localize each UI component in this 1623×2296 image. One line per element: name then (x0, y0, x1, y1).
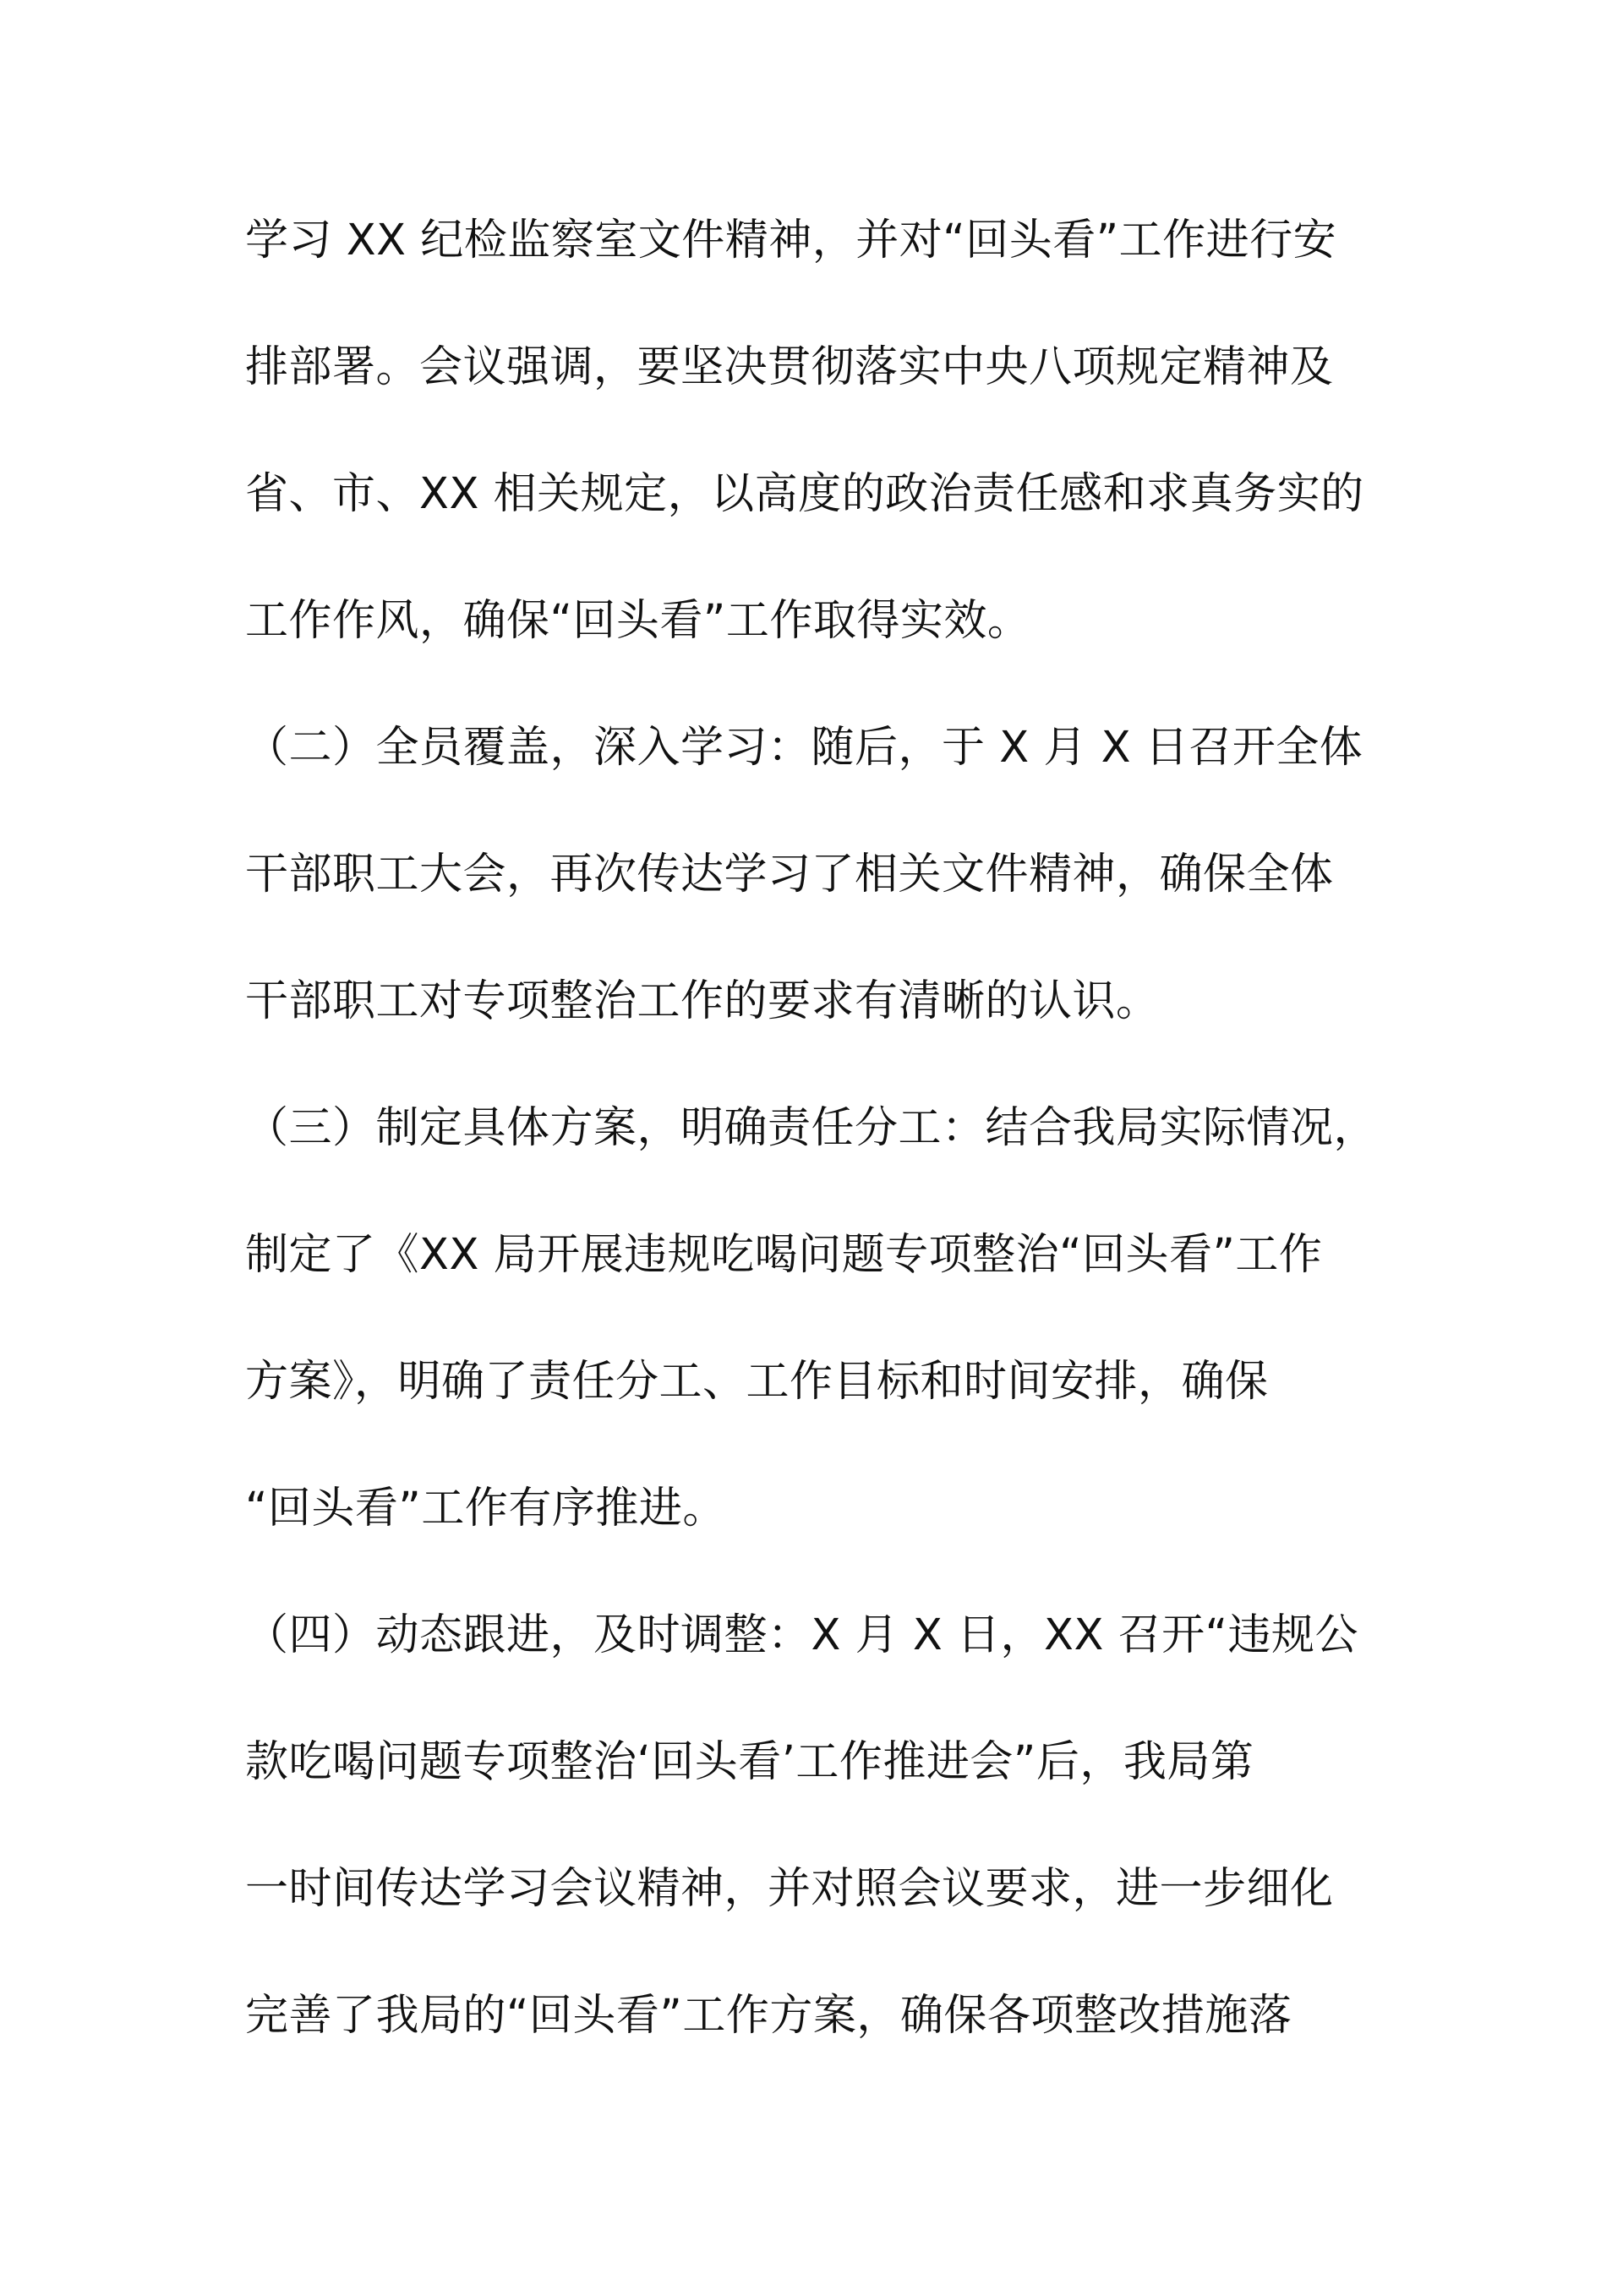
text-line: （三）制定具体方案，明确责任分工：结合我局实际情况， (245, 1103, 1378, 1153)
text-line: 学习 XX 纪检监察室文件精神，并对“回头看”工作进行安 (245, 216, 1337, 265)
text-line: 工作作风，确保“回头看”工作取得实效。 (245, 596, 1031, 646)
text-line: 省、市、XX 相关规定，以高度的政治责任感和求真务实的 (245, 469, 1364, 519)
text-line: 款吃喝问题专项整治‘回头看’工作推进会”后，我局第 (245, 1737, 1254, 1787)
text-line: （二）全员覆盖，深入学习：随后，于 X 月 X 日召开全体 (245, 723, 1363, 773)
text-line: 排部署。会议强调，要坚决贯彻落实中央八项规定精神及 (245, 342, 1334, 392)
text-line: 一时间传达学习会议精神，并对照会议要求，进一步细化 (245, 1864, 1334, 1914)
text-line: 方案》，明确了责任分工、工作目标和时间安排，确保 (245, 1357, 1269, 1407)
text-line: 制定了《XX 局开展违规吃喝问题专项整治“回头看”工作 (245, 1230, 1323, 1280)
text-line: 干部职工大会，再次传达学习了相关文件精神，确保全体 (245, 850, 1334, 899)
body-text (245, 216, 1412, 2118)
text-line: 完善了我局的“回头看”工作方案，确保各项整改措施落 (245, 1991, 1292, 2041)
text-line: （四）动态跟进，及时调整：X 月 X 日，XX 召开“违规公 (245, 1610, 1359, 1660)
text-line: “回头看”工作有序推进。 (245, 1484, 726, 1533)
text-line: 干部职工对专项整治工作的要求有清晰的认识。 (245, 976, 1160, 1026)
